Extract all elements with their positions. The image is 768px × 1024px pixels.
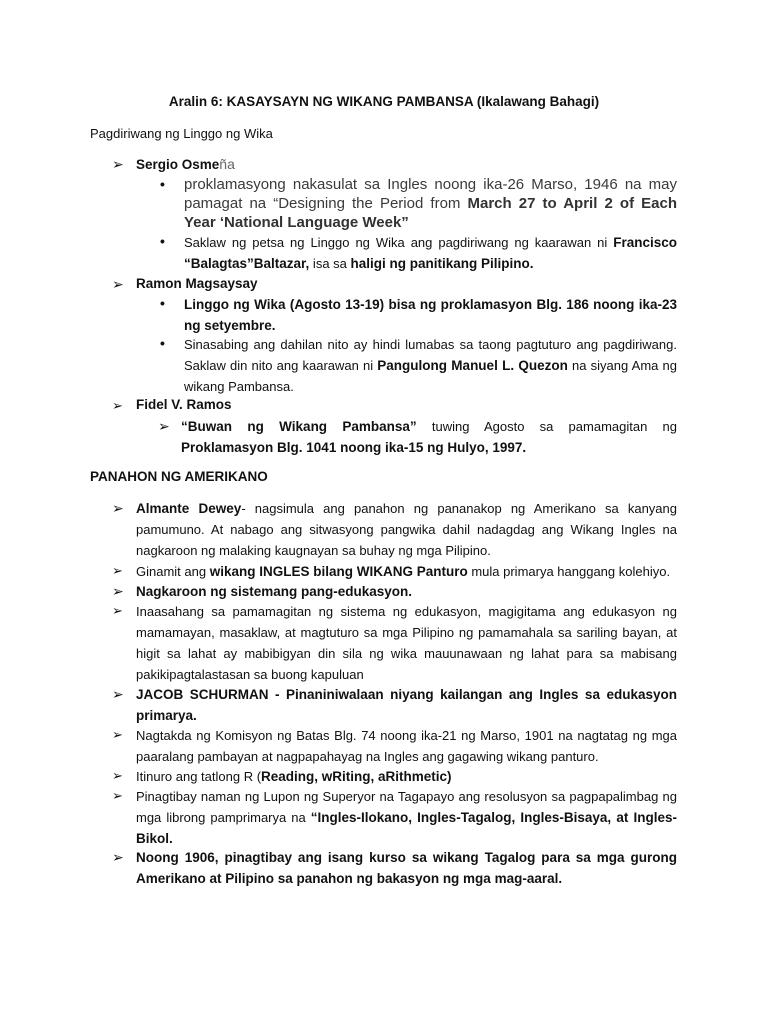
osmena-item-1-bold: March 27 to April 2 of Each Year ‘National Language Week” [184, 195, 677, 231]
magsaysay-item-2-text: Sinasabing ang dahilan nito ay hindi lumabas sa taong pagtuturo ang pagdiriwang. Saklaw din nito ang kaarawan ni [184, 337, 677, 373]
amerikano-item-7 [136, 766, 677, 787]
arrow-bullet-icon: ➢ [112, 686, 124, 702]
arrow-bullet-icon: ➢ [112, 849, 124, 865]
amerikano-item-9: Noong 1906, pinagtibay ang isang kurso sa wikang Tagalog para sa mga gurong Amerikano at Pilipino sa panahon ng bakasyon ng mga mag-aaral. [136, 850, 677, 886]
section-subtitle: Pagdiriwang ng Linggo ng Wika [90, 126, 273, 141]
ramos-item-1 [181, 416, 677, 458]
arrow-bullet-icon: ➢ [112, 788, 123, 803]
osmena-item-1-text: proklamasyong nakasulat sa Ingles noong ika-26 Marso, 1946 na may pamagat na “Designing the Period from [184, 176, 677, 212]
bullet-dot-icon: • [160, 176, 165, 192]
magsaysay-item-2-text-2: na siyang Ama ng wikang Pambansa. [184, 358, 677, 394]
arrow-bullet-icon: ➢ [112, 603, 123, 618]
heading-osmena [136, 156, 235, 172]
section-heading-amerikano: PANAHON NG AMERIKANO [90, 469, 268, 484]
amerikano-item-5: JACOB SCHURMAN - Pinaniniwalaan niyang kailangan ang Ingles sa edukasyon primarya. [136, 687, 677, 723]
heading-magsaysay: Ramon Magsaysay [136, 276, 258, 291]
osmena-item-2-text-2: isa sa [309, 256, 351, 271]
osmena-name-b: ña [219, 156, 235, 172]
arrow-bullet-icon: ➢ [112, 727, 123, 742]
ramos-item-1-bold-2: Proklamasyon Blg. 1041 noong ika-15 ng Hulyo, 1997. [181, 440, 527, 455]
amerikano-item-1-bold: Almante Dewey [136, 501, 242, 516]
magsaysay-item-2-bold: Pangulong Manuel L. Quezon [377, 358, 568, 373]
bullet-dot-icon: • [160, 335, 165, 351]
arrow-bullet-icon: ➢ [112, 768, 123, 783]
magsaysay-item-2 [184, 334, 677, 397]
osmena-item-2-bold-2: haligi ng panitikang Pilipino. [350, 256, 534, 271]
arrow-bullet-icon: ➢ [112, 500, 124, 516]
amerikano-item-2-bold: wikang INGLES bilang WIKANG Panturo [209, 564, 468, 579]
bullet-dot-icon: • [160, 295, 165, 311]
amerikano-item-8-text: Pinagtibay naman ng Lupon ng Superyor na Tagapayo ang resolusyon sa pagpapalimbag ng mga librong pamprimarya na [136, 789, 677, 825]
arrow-bullet-icon: ➢ [112, 276, 124, 292]
amerikano-item-1-text: - nagsimula ang panahon ng pananakop ng Amerikano sa kanyang pamumuno. At nabago ang sitwasyong pangwika dahil nadagdag ang Wikang Ingles na nagkaroon ng malaking kaugnayan sa buhay ng mga Pilipino. [136, 501, 677, 558]
amerikano-item-7-text: Itinuro ang tatlong R ( [136, 769, 262, 784]
magsaysay-item-1: Linggo ng Wika (Agosto 13-19) bisa ng proklamasyon Blg. 186 noong ika-23 ng setyembre. [184, 297, 677, 333]
amerikano-item-2-text: Ginamit ang [136, 564, 210, 579]
osmena-item-1 [184, 175, 677, 232]
arrow-bullet-icon: ➢ [112, 156, 124, 172]
arrow-bullet-icon: ➢ [112, 398, 123, 413]
amerikano-item-2 [136, 561, 696, 582]
osmena-item-2 [184, 232, 677, 274]
ramos-item-1-bold-1: “Buwan ng Wikang Pambansa” [181, 419, 417, 434]
amerikano-item-8 [136, 786, 677, 849]
amerikano-item-3: Nagkaroon ng sistemang pang-edukasyon. [136, 584, 413, 599]
page-title: Aralin 6: KASAYSAYN NG WIKANG PAMBANSA (Ikalawang Bahagi) [168, 94, 600, 109]
arrow-bullet-icon: ➢ [158, 418, 170, 434]
amerikano-item-2-text-2: mula primarya hanggang kolehiyo. [467, 564, 671, 579]
amerikano-item-8-bold: “Ingles-Ilokano, Ingles-Tagalog, Ingles-Bisaya, at Ingles-Bikol. [136, 810, 677, 846]
osmena-item-2-text: Saklaw ng petsa ng Linggo ng Wika ang pagdiriwang ng kaarawan ni [184, 235, 614, 250]
osmena-name-a: Sergio Osme [136, 157, 220, 172]
arrow-bullet-icon: ➢ [112, 563, 123, 578]
osmena-item-2-bold-1: Francisco “Balagtas”Baltazar, [184, 235, 677, 271]
arrow-bullet-icon: ➢ [112, 583, 124, 599]
heading-ramos: Fidel V. Ramos [136, 397, 232, 412]
ramos-item-1-text: tuwing Agosto sa pamamagitan ng [416, 419, 677, 434]
amerikano-item-4: Inaasahang sa pamamagitan ng sistema ng edukasyon, magigitama ang edukasyon ng mamamayan, masaklaw, at magtuturo sa mga Pilipino ng pamamahala sa sariling bayan, at higit sa lahat ay mabibigyan din sila ng wika mauunawaan ng lahat para sa mabisang pakikipagtalastasan sa buong kapuluan [136, 604, 677, 682]
amerikano-item-7-bold: Reading, wRiting, aRithmetic) [261, 769, 452, 784]
amerikano-item-1 [136, 498, 677, 561]
bullet-dot-icon: • [160, 233, 165, 249]
amerikano-item-6: Nagtakda ng Komisyon ng Batas Blg. 74 noong ika-21 ng Marso, 1901 na nagtatag ng mga paaralang pambayan at nagpapahayag na Ingles ang gagawing wikang panturo. [136, 728, 677, 764]
